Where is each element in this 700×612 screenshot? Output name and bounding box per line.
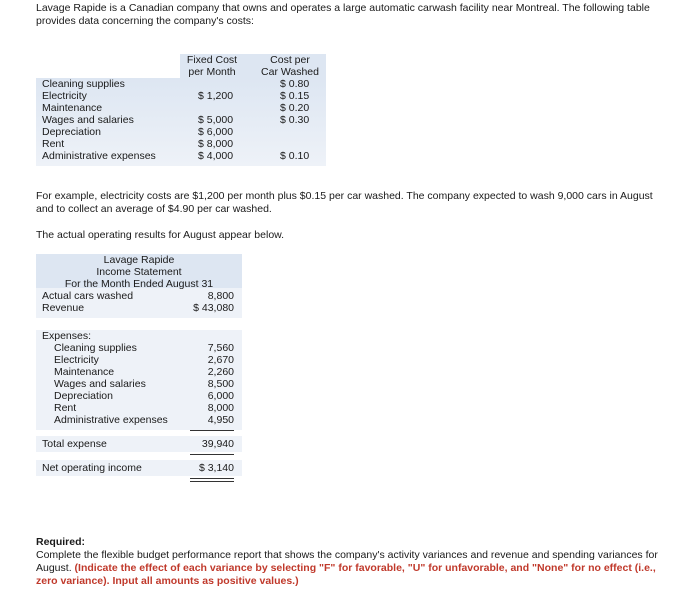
actual-cars-value: 8,800: [207, 290, 234, 302]
expense-label: Administrative expenses: [54, 414, 168, 426]
cost-table: [36, 54, 326, 166]
cost-row-per-car: $ 0.80: [280, 78, 310, 90]
expense-value: 2,260: [207, 366, 234, 378]
net-income-value: $ 3,140: [198, 462, 234, 474]
intro-paragraph: Lavage Rapide is a Canadian company that owns and operates a large automatic carwash facility near Montreal. The following table provides data concerning the company's costs:: [36, 2, 650, 27]
expenses-label: Expenses:: [42, 330, 92, 342]
required-body: [36, 549, 666, 588]
double-rule-top: [190, 478, 234, 479]
expense-value: 6,000: [207, 390, 234, 402]
cost-row-fixed: $ 6,000: [198, 126, 234, 138]
cost-row-fixed: $ 1,200: [198, 90, 234, 102]
expense-value: 2,670: [207, 354, 234, 366]
expense-value: 8,500: [207, 378, 234, 390]
required-instructions: (Indicate the effect of each variance by selecting "F" for favorable, "U" for unfavorable, and "None" for no effect (i.e., zero variance). Input all amounts as positive values.): [36, 562, 656, 587]
cost-per-car-header-line2: Car Washed: [261, 66, 319, 78]
fixed-cost-header: [180, 54, 244, 78]
cost-row-label: Rent: [42, 138, 65, 150]
required-title: Required:: [36, 536, 86, 548]
cost-per-car-header-line1: Cost per: [270, 54, 310, 66]
expense-label: Maintenance: [54, 366, 115, 378]
cost-row-fixed: $ 4,000: [198, 150, 234, 162]
expense-label: Electricity: [54, 354, 99, 366]
cost-row-fixed: $ 5,000: [198, 114, 234, 126]
cost-row-label: Administrative expenses: [42, 150, 156, 162]
net-income-label: Net operating income: [42, 462, 142, 474]
cost-row-label: Maintenance: [42, 102, 103, 114]
required-text: Complete the flexible budget performance report that shows the company's activity variances and revenue and spending variances for August.: [36, 549, 658, 574]
expense-value: 4,950: [207, 414, 234, 426]
cost-row-per-car: $ 0.30: [280, 114, 310, 126]
income-statement-period: For the Month Ended August 31: [64, 278, 214, 290]
revenue-label: Revenue: [42, 302, 85, 314]
income-statement-title: Income Statement: [96, 266, 182, 278]
cost-per-car-header: [254, 54, 326, 78]
example-paragraph: For example, electricity costs are $1,200 per month plus $0.15 per car washed. The company expected to wash 9,000 cars in August and to collect an average of $4.90 per car washed.: [36, 190, 653, 215]
income-statement: [36, 254, 242, 490]
income-statement-company: Lavage Rapide: [103, 254, 175, 266]
expense-label: Wages and salaries: [54, 378, 146, 390]
cost-row-label: Depreciation: [42, 126, 101, 138]
cost-row-fixed: $ 8,000: [198, 138, 234, 150]
expense-label: Depreciation: [54, 390, 113, 402]
cost-row-label: Cleaning supplies: [42, 78, 125, 90]
expense-label: Rent: [54, 402, 77, 414]
required-section: [36, 536, 666, 588]
total-expense-label: Total expense: [42, 438, 107, 450]
total-expense-value: 39,940: [201, 438, 234, 450]
cost-row-label: Wages and salaries: [42, 114, 134, 126]
expense-value: 8,000: [207, 402, 234, 414]
expense-label: Cleaning supplies: [54, 342, 137, 354]
actual-results-paragraph: The actual operating results for August appear below.: [36, 229, 285, 241]
cost-row-per-car: $ 0.10: [280, 150, 310, 162]
double-rule-bottom: [190, 481, 234, 482]
fixed-cost-header-line2: per Month: [188, 66, 236, 78]
subtotal-rule: [190, 430, 234, 431]
fixed-cost-header-line1: Fixed Cost: [186, 54, 238, 66]
expense-value: 7,560: [207, 342, 234, 354]
revenue-value: $ 43,080: [193, 302, 234, 314]
cost-row-per-car: $ 0.15: [280, 90, 310, 102]
cost-row-label: Electricity: [42, 90, 87, 102]
cost-row-per-car: $ 0.20: [280, 102, 310, 114]
actual-cars-label: Actual cars washed: [42, 290, 134, 302]
total-rule: [190, 454, 234, 455]
